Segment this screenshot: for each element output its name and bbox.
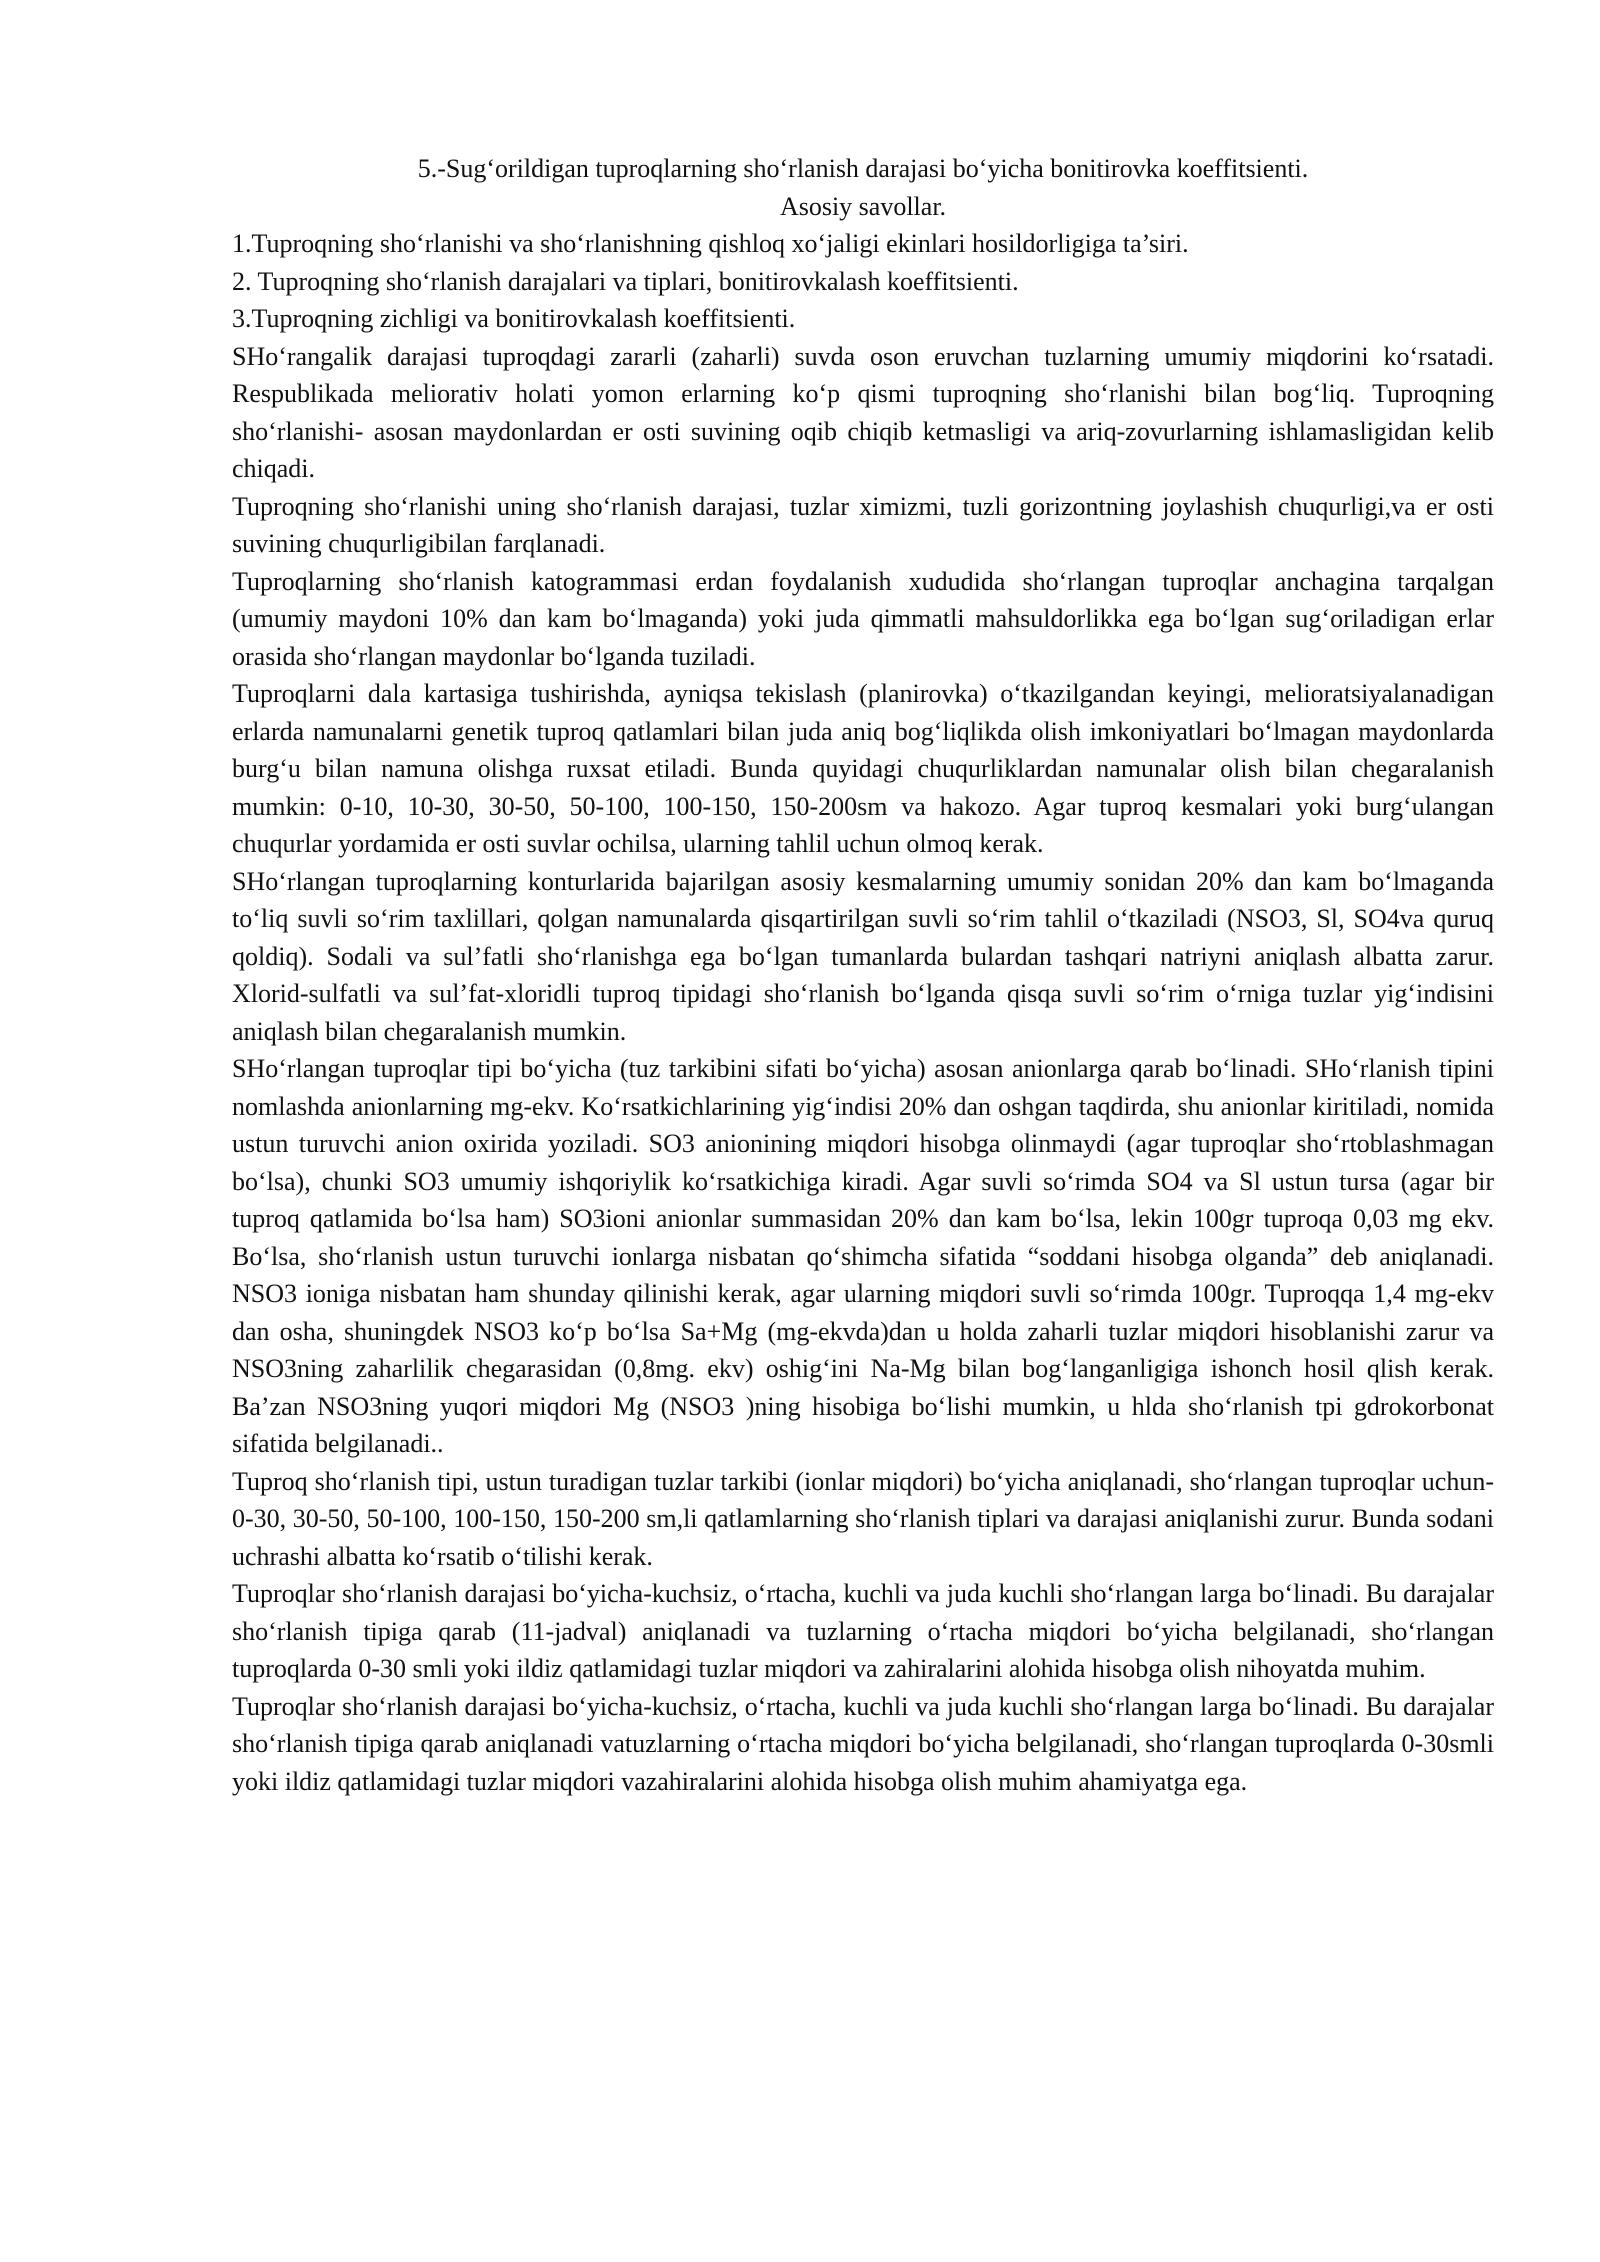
- question-item: 3.Tuproqning zichligi va bonitirovkalash koeffitsienti.: [232, 304, 796, 333]
- body-paragraph: SHo‘rlangan tuproqlar tipi bo‘yicha (tuz tarkibini sifati bo‘yicha) asosan anionlarga qarab bo‘linadi. SHo‘rlanish tipini nomlashda anionlarning mg-ekv. Ko‘rsatkichlarining yig‘indisi 20% dan oshgan taqdirda, shu anionlar kiritiladi, nomida ustun turuvchi anion oxirida yoziladi. SO3 anionining miqdori hisobga olinmaydi (agar tuproqlar sho‘rtoblashmagan bo‘lsa), chunki SO3 umumiy ishqoriylik ko‘rsatkichiga kiradi. Agar suvli so‘rimda SO4 va Sl ustun tursa (agar bir tuproq qatlamida bo‘lsa ham) SO3ioni anionlar summasidan 20% dan kam bo‘lsa, lekin 100gr tuproqa 0,03 mg ekv. Bo‘lsa, sho‘rlanish ustun turuvchi ionlarga nisbatan qo‘shimcha sifatida “soddani hisobga olganda” deb aniqlanadi. NSO3 ioniga nisbatan ham shunday qilinishi kerak, agar ularning miqdori suvli so‘rimda 100gr. Tuproqqa 1,4 mg-ekv dan osha, shuningdek NSO3 ko‘p bo‘lsa Sa+Mg (mg-ekvda)dan u holda zaharli tuzlar miqdori hisoblanishi zarur va NSO3ning zaharlilik chegarasidan (0,8mg. ekv) oshig‘ini Na-Mg bilan bog‘langanligiga ishonch hosil qlish kerak. Ba’zan NSO3ning yuqori miqdori Mg (NSO3 )ning hisobiga bo‘lishi mumkin, u hlda sho‘rlanish tpi gdrokorbonat sifatida belgilanadi..: [232, 1054, 1494, 1458]
- document-page: [232, 150, 1494, 1800]
- body-paragraph: SHo‘rlangan tuproqlarning konturlarida bajarilgan asosiy kesmalarning umumiy sonidan 20% dan kam bo‘lmaganda to‘liq suvli so‘rim taxlillari, qolgan namunalarda qisqartirilgan suvli so‘rim tahlil o‘tkaziladi (NSO3, Sl, SO4va quruq qoldiq). Sodali va sul’fatli sho‘rlanishga ega bo‘lgan tumanlarda bulardan tashqari natriyni aniqlash albatta zarur. Xlorid-sulfatli va sul’fat-xloridli tuproq tipidagi sho‘rlanish bo‘lganda qisqa suvli so‘rim o‘rniga tuzlar yig‘indisini aniqlash bilan chegaralanish mumkin.: [232, 866, 1494, 1046]
- document-subtitle: Asosiy savollar.: [779, 191, 947, 221]
- question-item: 1.Tuproqning sho‘rlanishi va sho‘rlanishning qishloq xo‘jaligi ekinlari hosildorligiga ta’siri.: [232, 229, 1189, 258]
- body-paragraph: Tuproqning sho‘rlanishi uning sho‘rlanish darajasi, tuzlar ximizmi, tuzli gorizontning joylashish chuqurligi,va er osti suvining chuqurligibilan farqlanadi.: [232, 491, 1494, 558]
- body-paragraph: Tuproqlarni dala kartasiga tushirishda, ayniqsa tekislash (planirovka) o‘tkazilgandan keyingi, melioratsiyalanadigan erlarda namunalarni genetik tuproq qatlamlari bilan juda aniq bog‘liqlikda olish imkoniyatlari bo‘lmagan maydonlarda burg‘u bilan namuna olishga ruxsat etiladi. Bunda quyidagi chuqurliklardan namunalar olish bilan chegaralanish mumkin: 0-10, 10-30, 30-50, 50-100, 100-150, 150-200sm va hakozo. Agar tuproq kesmalari yoki burg‘ulangan chuqurlar yordamida er osti suvlar ochilsa, ularning tahlil uchun olmoq kerak.: [232, 679, 1494, 858]
- document-title: 5.-Sug‘orildigan tuproqlarning sho‘rlanish darajasi bo‘yicha bonitirovka koeffitsienti.: [417, 154, 1309, 183]
- body-paragraph: Tuproqlar sho‘rlanish darajasi bo‘yicha-kuchsiz, o‘rtacha, kuchli va juda kuchli sho‘rlangan larga bo‘linadi. Bu darajalar sho‘rlanish tipiga qarab aniqlanadi vatuzlarning o‘rtacha miqdori bo‘yicha belgilanadi, sho‘rlangan tuproqlarda 0-30smli yoki ildiz qatlamidagi tuzlar miqdori vazahiralarini alohida hisobga olish muhim ahamiyatga ega.: [232, 1691, 1494, 1796]
- body-paragraph: SHo‘rangalik darajasi tuproqdagi zararli (zaharli) suvda oson eruvchan tuzlarning umumiy miqdorini ko‘rsatadi. Respublikada meliorativ holati yomon erlarning ko‘p qismi tuproqning sho‘rlanishi bilan bog‘liq. Tuproqning sho‘rlanishi- asosan maydonlardan er osti suvining oqib chiqib ketmasligi va ariq-zovurlarning ishlamasligidan kelib chiqadi.: [232, 341, 1494, 483]
- body-paragraph: Tuproq sho‘rlanish tipi, ustun turadigan tuzlar tarkibi (ionlar miqdori) bo‘yicha aniqlanadi, sho‘rlangan tuproqlar uchun-0-30, 30-50, 50-100, 100-150, 150-200 sm,li qatlamlarning sho‘rlanish tiplari va darajasi aniqlanishi zurur. Bunda sodani uchrashi albatta ko‘rsatib o‘tilishi kerak.: [232, 1466, 1494, 1571]
- body-paragraph: Tuproqlarning sho‘rlanish katogrammasi erdan foydalanish xududida sho‘rlangan tuproqlar anchagina tarqalgan (umumiy maydoni 10% dan kam bo‘lmaganda) yoki juda qimmatli mahsuldorlikka ega bo‘lgan sug‘oriladigan erlar orasida sho‘rlangan maydonlar bo‘lganda tuziladi.: [232, 566, 1494, 671]
- question-item: 2. Tuproqning sho‘rlanish darajalari va tiplari, bonitirovkalash koeffitsienti.: [232, 266, 1019, 296]
- body-paragraph: Tuproqlar sho‘rlanish darajasi bo‘yicha-kuchsiz, o‘rtacha, kuchli va juda kuchli sho‘rlangan larga bo‘linadi. Bu darajalar sho‘rlanish tipiga qarab (11-jadval) aniqlanadi va tuzlarning o‘rtacha miqdori bo‘yicha belgilanadi, sho‘rlangan tuproqlarda 0-30 smli yoki ildiz qatlamidagi tuzlar miqdori va zahiralarini alohida hisobga olish nihoyatda muhim.: [232, 1579, 1494, 1683]
